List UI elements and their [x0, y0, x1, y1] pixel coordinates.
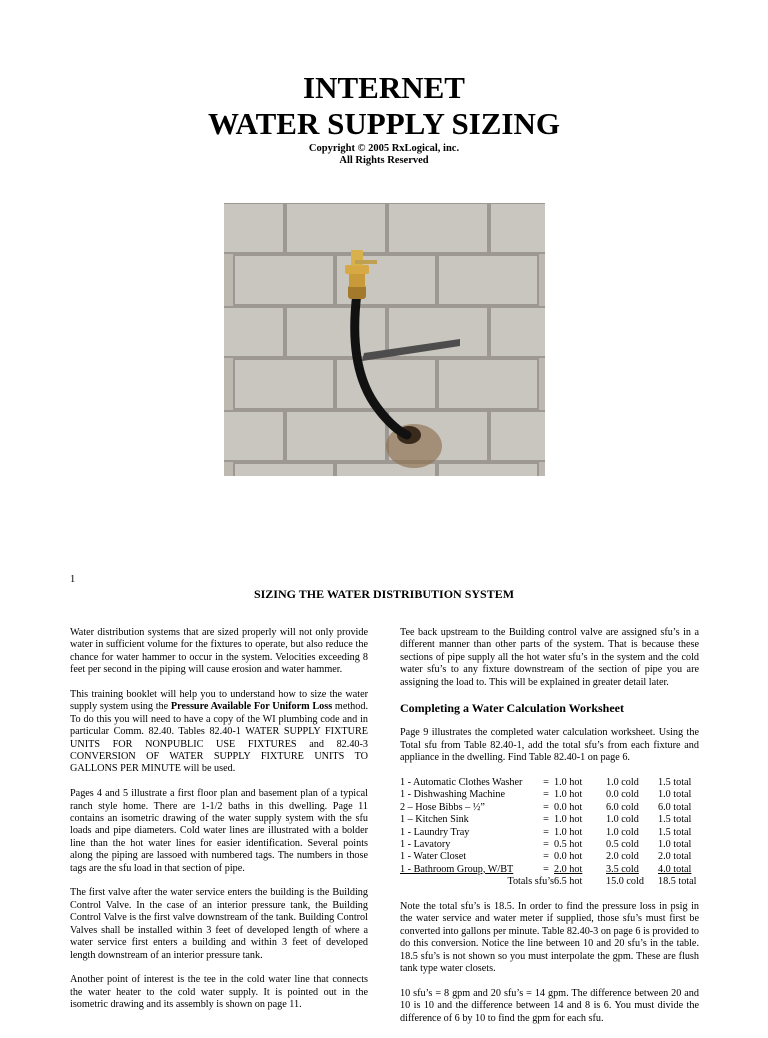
cold-value: 0.0 cold [606, 789, 639, 801]
cold-value: 2.0 cold [606, 851, 639, 863]
method-name: Pressure Available For Uniform Loss [170, 701, 333, 713]
grand-total: 18.5 total [658, 876, 697, 888]
cold-value [606, 864, 658, 876]
copyright-notice: Copyright © 2005 RxLogical, inc. [308, 143, 460, 154]
fixture-name: 1 - Laundry Tray [400, 826, 470, 838]
fixture-name: 1 - Dishwashing Machine [400, 789, 505, 801]
table-row [400, 814, 698, 826]
fixture-table [400, 777, 698, 889]
fixture-name [400, 864, 538, 876]
total-value: 1.0 total [658, 839, 692, 851]
paragraph: The first valve after the water service enters the building is the Building Control Valve. In the case of an interior pressure tank, the Building Control Valve is the first valve downstream of the tank. Building Control Valves shall be installed within 3 feet of developed length of where a water service first enters a building and within 3 feet of developed length downstream of an interior pressure tank. [70, 887, 368, 961]
hot-value: 1.0 hot [554, 789, 583, 801]
total-value-text: 4.0 total [658, 863, 692, 875]
left-column [70, 627, 368, 1024]
paragraph: Water distribution systems that are sized properly will not only provide water in sufficient volume for the fixtures to operate, but also reduce the chance for water hammer to occur in the system. Velocities exceeding 8 feet per second in the piping will cause erosion and water hammer. [70, 627, 368, 676]
equals-sign: = [543, 851, 549, 863]
paragraph: Pages 4 and 5 illustrate a first floor plan and basement plan of a typical ranch style home. There are 1-1/2 baths in this dwelling. Page 11 contains an isometric drawing of the water supply system with the sfu loads and pipe diameters. Cold water lines are illustrated with a bolder line than the hot water lines for easier identification. Several points along the piping are lassoed with numbered tags. The numbers in those tags are the sfu load in that section of pipe. [70, 788, 368, 874]
cold-value: 6.0 cold [606, 801, 639, 813]
cold-value: 1.0 cold [606, 777, 639, 789]
table-row [400, 864, 698, 876]
total-value: 1.0 total [658, 789, 692, 801]
fixture-name: 1 - Water Closet [400, 851, 467, 863]
subheading: Completing a Water Calculation Worksheet [400, 701, 625, 716]
fixture-name-text: 1 - Bathroom Group, W/BT [400, 863, 514, 875]
total-value: 1.5 total [658, 826, 692, 838]
paragraph: Tee back upstream to the Building control valve are assigned sfu’s in a different manner than other parts of the system. That is because these sections of pipe supply all the hot water sfu’s in the system and the cold water sfu’s to any fixture downstream of the section of pipe you are assigning the load to. This will be explained in greater detail later. [400, 627, 699, 688]
table-row [400, 839, 698, 851]
paragraph-text: method. To do this you will need to have a copy of the WI plumbing code and in particular Comm. 82.40. Tables 82.40-1 WATER SUPPLY FIXTURE UNITS FOR NONPUBLIC USE FIXTURES and 82.40-3 CONVERSION OF WATER SUPPLY FIXTURE UNITS TO GALLONS PER MINUTE will be used. [70, 701, 369, 775]
fixture-name: 2 – Hose Bibbs – ½” [400, 801, 485, 813]
cold-total: 15.0 cold [606, 876, 644, 888]
equals-sign: = [543, 839, 549, 851]
fixture-name: 1 – Kitchen Sink [400, 814, 469, 826]
hot-value [554, 864, 606, 876]
cold-value-text: 3.5 cold [606, 863, 639, 875]
rights-notice: All Rights Reserved [339, 155, 429, 166]
paragraph-text: This training booklet will help you to understand how to size the water supply system using the [70, 689, 368, 713]
total-value [658, 864, 698, 876]
hot-value-text: 2.0 hot [554, 863, 583, 875]
totals-row [400, 876, 698, 888]
hot-value: 1.0 hot [554, 777, 583, 789]
equals-sign: = [543, 789, 549, 801]
paragraph: Another point of interest is the tee in the cold water line that connects the water heater to the cold water supply. It is pointed out in the isometric drawing and its assembly is shown on page 11. [70, 974, 368, 1011]
document-title-line2: WATER SUPPLY SIZING [207, 106, 560, 141]
page-number: 1 [70, 574, 76, 585]
equals-sign: = [543, 863, 549, 875]
section-title: SIZING THE WATER DISTRIBUTION SYSTEM [253, 587, 515, 601]
total-value: 1.5 total [658, 777, 692, 789]
cover-photo [224, 203, 545, 476]
hot-value: 1.0 hot [554, 814, 583, 826]
right-column [400, 627, 699, 1038]
table-row [400, 827, 698, 839]
table-row [400, 777, 698, 789]
total-value: 1.5 total [658, 814, 692, 826]
equals-sign: = [543, 777, 549, 789]
hot-value: 1.0 hot [554, 826, 583, 838]
hot-value: 0.0 hot [554, 801, 583, 813]
totals-label: Totals sfu’s [507, 876, 554, 888]
paragraph: 10 sfu’s = 8 gpm and 20 sfu’s = 14 gpm. The difference between 20 and 10 is 10 and the difference between 14 and 8 is 6. You must divide the difference of 6 by 10 to find the gpm for each sfu. [400, 987, 699, 1024]
cold-value: 1.0 cold [606, 826, 639, 838]
equals-sign: = [543, 814, 549, 826]
cold-value: 1.0 cold [606, 814, 639, 826]
table-row [400, 851, 698, 863]
table-row [400, 789, 698, 801]
table-row [400, 802, 698, 814]
paragraph: Note the total sfu’s is 18.5. In order to find the pressure loss in psig in the water service and water meter if supplied, those sfu’s must first be converted into gallons per minute. Table 82.40-3 on page 6 is provided to do this conversion. Notice the line between 10 and 20 sfu’s in the table. 18.5 sfu’s is not shown so you must interpolate the gpm. These are flush tank type water closets. [400, 901, 699, 975]
total-value: 6.0 total [658, 801, 692, 813]
equals-sign: = [543, 801, 549, 813]
cold-value: 0.5 cold [606, 839, 639, 851]
paragraph [70, 689, 368, 776]
document-title-line1: INTERNET [303, 70, 465, 105]
fixture-name: 1 - Lavatory [400, 839, 451, 851]
total-value: 2.0 total [658, 851, 692, 863]
hot-total: 6.5 hot [554, 876, 583, 888]
hot-value: 0.5 hot [554, 839, 583, 851]
hot-value: 0.0 hot [554, 851, 583, 863]
equals-sign: = [543, 826, 549, 838]
fixture-name: 1 - Automatic Clothes Washer [400, 777, 523, 789]
paragraph: Page 9 illustrates the completed water calculation worksheet. Using the Total sfu from Table 82.40-1, add the total sfu’s from each fixture and appliance in the dwelling. Find Table 82.40-1 on page 6. [400, 727, 699, 764]
